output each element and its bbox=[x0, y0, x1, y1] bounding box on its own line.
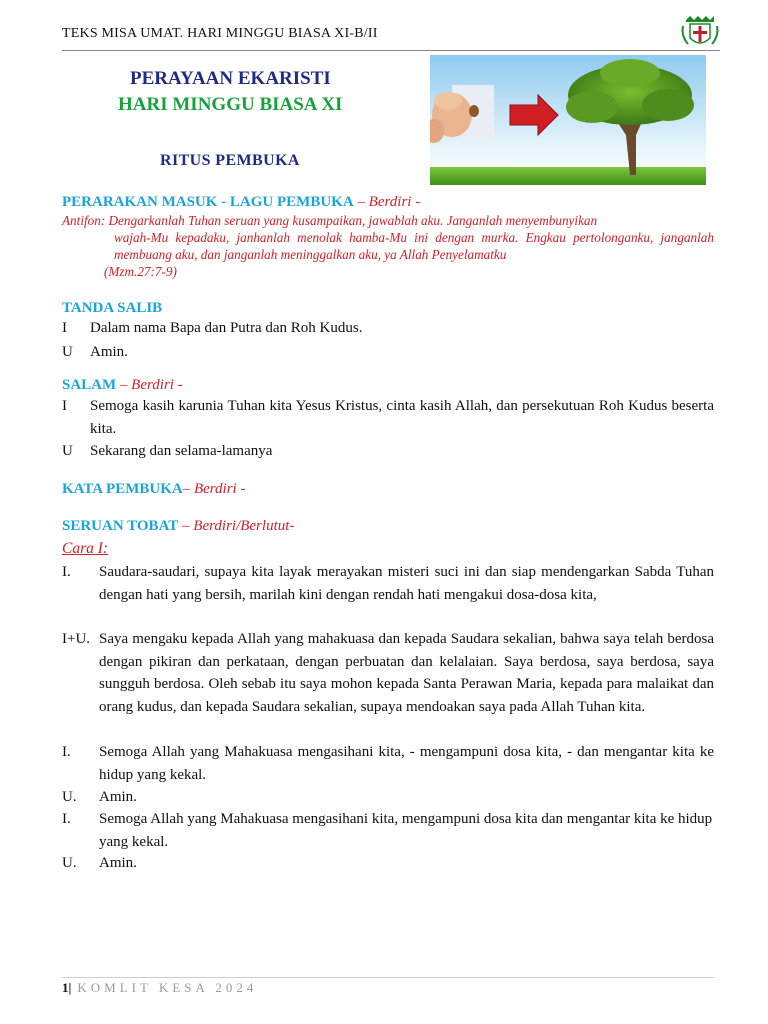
section-kata-pembuka bbox=[62, 481, 245, 498]
dialog-line bbox=[62, 341, 714, 364]
dialog-line bbox=[62, 561, 714, 606]
section-rubric: – Berdiri/Berlutut- bbox=[178, 518, 295, 534]
line-text: Saudara-saudari, supaya kita layak merayakan misteri suci ini dan siap mendengarkan Sabda Tuhan dengan hati yang bersih, marilah kini dengan rendah hati mengakui dosa-dosa kita, bbox=[99, 564, 714, 603]
line-text: Semoga kasih karunia Tuhan kita Yesus Kristus, cinta kasih Allah, dan persekutuan Roh Kudus beserta kita. bbox=[90, 398, 714, 437]
line-text: Amin. bbox=[99, 789, 137, 805]
line-text: Sekarang dan selama-lamanya bbox=[90, 443, 273, 459]
antifon-block bbox=[62, 212, 714, 280]
footer-divider bbox=[62, 977, 714, 978]
dialog-line bbox=[62, 852, 714, 875]
section-label: SALAM bbox=[62, 377, 117, 393]
speaker: I. bbox=[62, 811, 71, 827]
line-text: Dalam nama Bapa dan Putra dan Roh Kudus. bbox=[90, 320, 363, 336]
dialog-line bbox=[62, 440, 714, 463]
dialog-line bbox=[62, 395, 714, 440]
antifon-first-line: Antifon: Dengarkanlah Tuhan seruan yang kusampaikan, jawablah aku. Janganlah menyembunyikan bbox=[62, 213, 598, 228]
page-footer bbox=[62, 980, 257, 996]
cara-heading: Cara I: bbox=[62, 540, 109, 557]
line-text: Amin. bbox=[90, 344, 128, 360]
speaker: I. bbox=[62, 564, 71, 580]
speaker: U. bbox=[62, 789, 77, 805]
page-number: 1 bbox=[62, 980, 69, 995]
line-text: Amin. bbox=[99, 855, 137, 871]
section-rubric: – Berdiri - bbox=[116, 377, 183, 393]
section-label: PERARAKAN MASUK - LAGU PEMBUKA bbox=[62, 194, 354, 210]
section-rubric: – Berdiri - bbox=[182, 481, 246, 497]
speaker: I. bbox=[62, 744, 71, 760]
antifon-reference: (Mzm.27:7-9) bbox=[104, 264, 177, 279]
speaker: U. bbox=[62, 855, 77, 871]
section-label: TANDA SALIB bbox=[62, 300, 163, 316]
section-label: SERUAN TOBAT bbox=[62, 518, 179, 534]
page-header bbox=[62, 24, 720, 51]
title-hari-minggu: HARI MINGGU BIASA XI bbox=[118, 94, 343, 115]
speaker: I+U. bbox=[62, 631, 91, 647]
line-text: Semoga Allah yang Mahakuasa mengasihani kita, mengampuni dosa kita dan mengantar kita ke hidup yang kekal. bbox=[99, 811, 713, 850]
title-perayaan-ekaristi: PERAYAAN EKARISTI bbox=[130, 68, 331, 89]
footer-separator: | bbox=[68, 980, 72, 995]
antifon-continuation: wajah-Mu kepadaku, janhanlah menolak hamba-Mu ini dengan murka. Engkau pertolonganku, janganlah membuang aku, dan janganlah meninggalkan aku, ya Allah Penyelamatku bbox=[114, 230, 714, 262]
speaker: I bbox=[62, 320, 67, 336]
section-tanda-salib bbox=[62, 300, 162, 317]
speaker: U bbox=[62, 344, 73, 360]
section-seruan-tobat bbox=[62, 518, 294, 535]
dialog-line bbox=[62, 786, 714, 809]
dialog-line bbox=[62, 628, 714, 718]
hero-illustration bbox=[430, 55, 706, 185]
dialog-line bbox=[62, 317, 714, 340]
section-salam bbox=[62, 377, 183, 394]
section-rubric: – Berdiri - bbox=[353, 194, 421, 210]
footer-org: KOMLIT KESA 2024 bbox=[77, 980, 258, 995]
line-text: Saya mengaku kepada Allah yang mahakuasa dan kepada Saudara sekalian, bahwa saya telah berdosa dengan pikiran dan perkataan, dengan perbuatan dan kelalaian. Saya berdosa, saya berdosa, saya sungguh berdosa. Oleh sebab itu saya mohon kepada Santa Perawan Maria, kepada para malaikat dan orang kudus, dan kepada Saudara sekalian, supaya mendoakan saya pada Allah Tuhan kita. bbox=[99, 631, 714, 715]
dialog-line bbox=[62, 741, 714, 786]
speaker: I bbox=[62, 398, 67, 414]
section-perarakan-masuk bbox=[62, 194, 420, 211]
line-text: Semoga Allah yang Mahakuasa mengasihani kita, - mengampuni dosa kita, - dan mengantar kita ke hidup yang kekal. bbox=[99, 744, 714, 783]
section-label: KATA PEMBUKA bbox=[62, 481, 183, 497]
dialog-line bbox=[62, 808, 714, 853]
header-title: TEKS MISA UMAT. HARI MINGGU BIASA XI-B/II bbox=[62, 26, 378, 41]
title-ritus-pembuka: RITUS PEMBUKA bbox=[160, 152, 300, 169]
speaker: U bbox=[62, 443, 73, 459]
church-crest-icon bbox=[680, 16, 720, 50]
